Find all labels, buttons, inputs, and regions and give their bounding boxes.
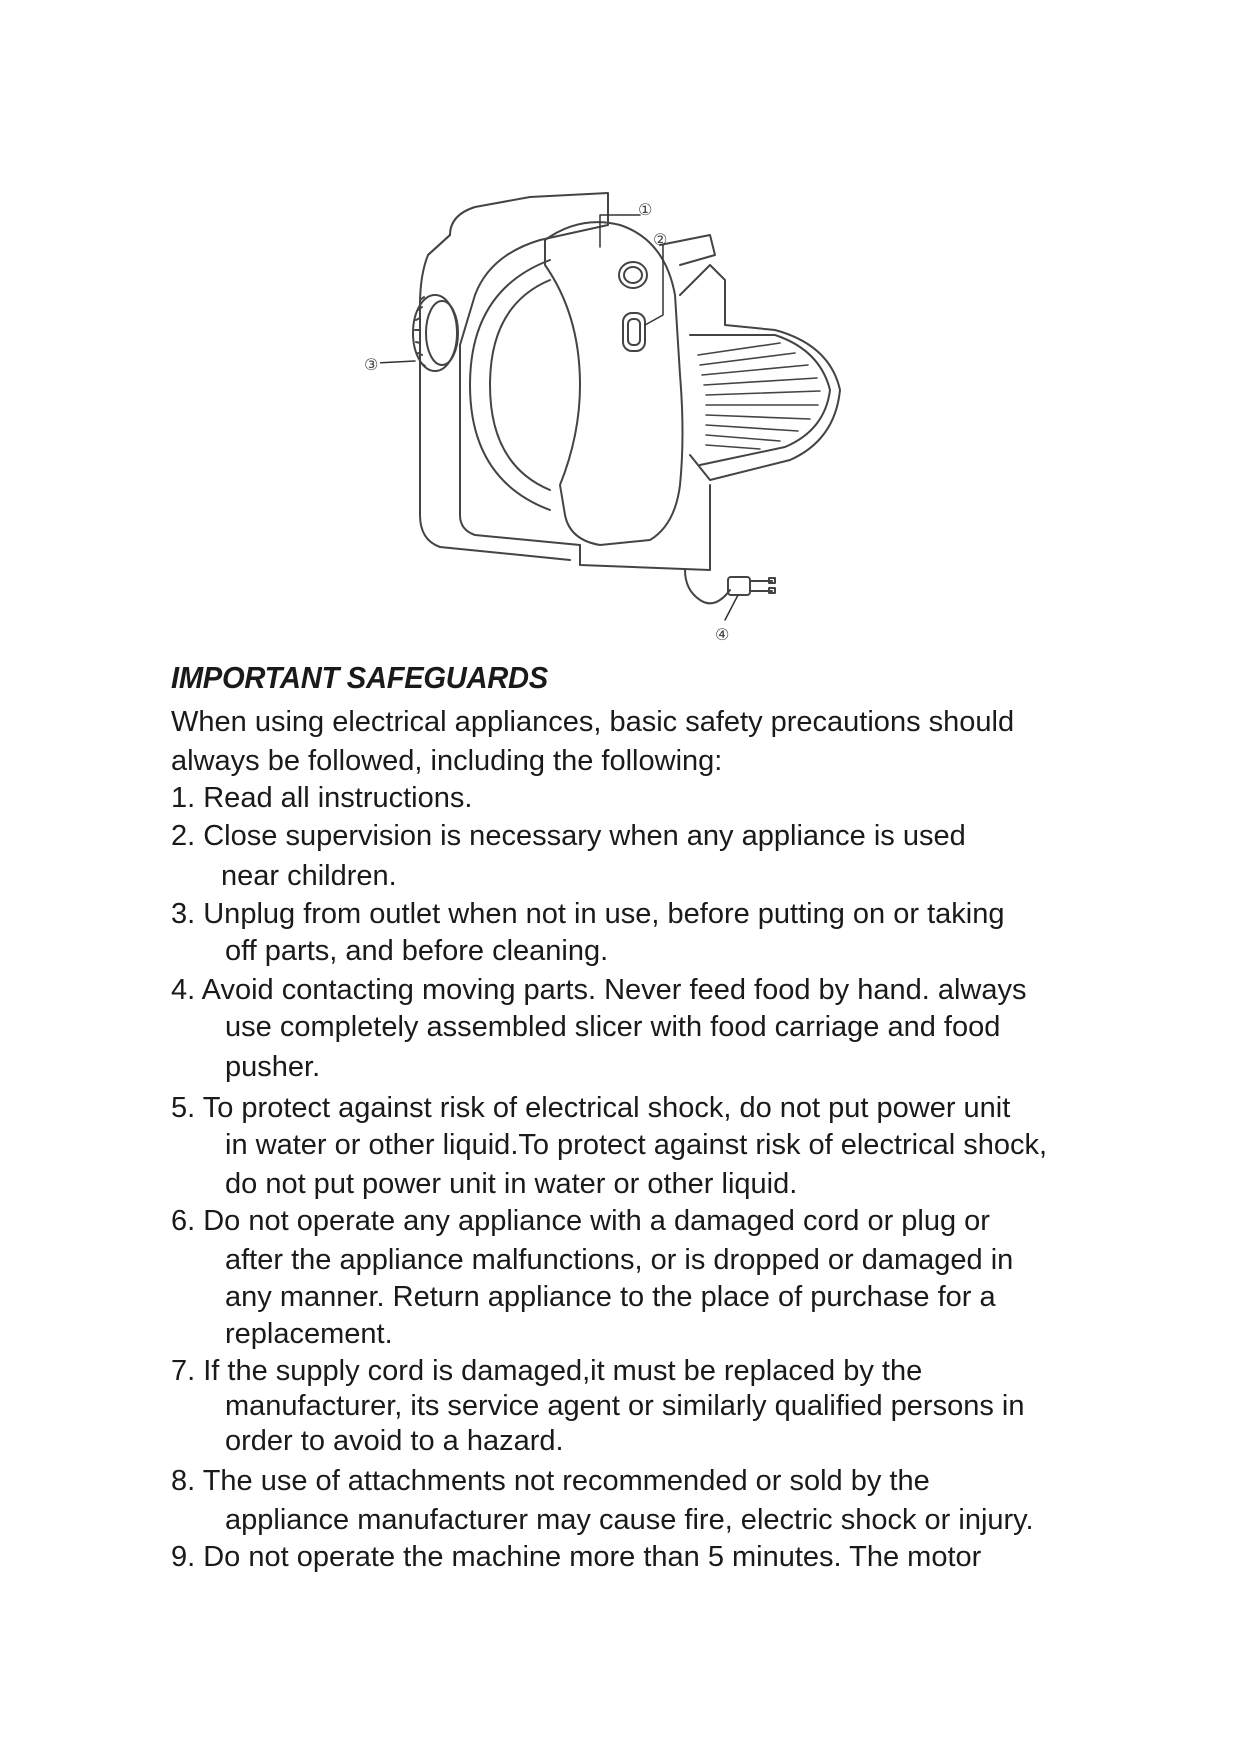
slicer-housing <box>450 193 608 545</box>
safeguard-item-1 <box>171 780 472 817</box>
item-text: 3. Unplug from outlet when not in use, before putting on or taking <box>171 898 1005 930</box>
safeguard-item-5 <box>171 1090 1047 1203</box>
item-text: 9. Do not operate the machine more than 5 minutes. The motor <box>171 1541 982 1573</box>
front-arm <box>545 222 683 545</box>
item-text: 5. To protect against risk of electrical shock, do not put power unit <box>171 1092 1011 1124</box>
plug-icon <box>728 577 775 595</box>
item-text: in water or other liquid.To protect against risk of electrical shock, <box>225 1129 1048 1161</box>
item-text: do not put power unit in water or other liquid. <box>225 1168 798 1200</box>
item-text: off parts, and before cleaning. <box>225 935 609 967</box>
intro-line: always be followed, including the following: <box>171 745 723 777</box>
safeguard-item-2 <box>171 818 966 895</box>
slicer-diagram <box>364 185 960 655</box>
safeguard-item-4 <box>171 972 1026 1086</box>
callout-1: ① <box>638 202 653 219</box>
page-title: IMPORTANT SAFEGUARDS <box>171 660 548 695</box>
item-text: replacement. <box>225 1318 393 1350</box>
item-text: near children. <box>221 860 397 892</box>
item-text: 8. The use of attachments not recommended or sold by the <box>171 1465 930 1497</box>
item-text: appliance manufacturer may cause fire, electric shock or injury. <box>225 1504 1034 1536</box>
item-text: 4. Avoid contacting moving parts. Never feed food by hand. always <box>171 974 1027 1006</box>
item-text: 6. Do not operate any appliance with a damaged cord or plug or <box>171 1205 990 1237</box>
callout-3: ③ <box>364 357 379 374</box>
item-text: use completely assembled slicer with food carriage and food <box>225 1011 1001 1043</box>
safeguard-item-3 <box>171 896 1004 970</box>
safeguard-item-6 <box>171 1203 1013 1353</box>
intro-line: When using electrical appliances, basic safety precautions should <box>171 706 1015 738</box>
blade-guard <box>490 280 550 490</box>
item-text: manufacturer, its service agent or similarly qualified persons in <box>225 1390 1025 1422</box>
safeguard-item-8 <box>171 1463 1034 1539</box>
power-cord <box>685 570 730 603</box>
item-text: 2. Close supervision is necessary when any appliance is used <box>171 820 966 852</box>
food-carriage <box>680 265 840 480</box>
item-text: order to avoid to a hazard. <box>225 1425 564 1457</box>
item-text: any manner. Return appliance to the place of purchase for a <box>225 1281 996 1313</box>
safeguard-item-9 <box>171 1539 981 1576</box>
callout-2: ② <box>653 232 668 249</box>
callout-4: ④ <box>715 627 730 644</box>
item-text: 1. Read all instructions. <box>171 782 473 814</box>
item-text: pusher. <box>225 1051 321 1083</box>
safeguard-item-7 <box>171 1353 1024 1460</box>
item-text: after the appliance malfunctions, or is dropped or damaged in <box>225 1244 1014 1276</box>
item-text: 7. If the supply cord is damaged,it must be replaced by the <box>171 1355 923 1387</box>
intro-paragraph <box>171 703 1131 781</box>
